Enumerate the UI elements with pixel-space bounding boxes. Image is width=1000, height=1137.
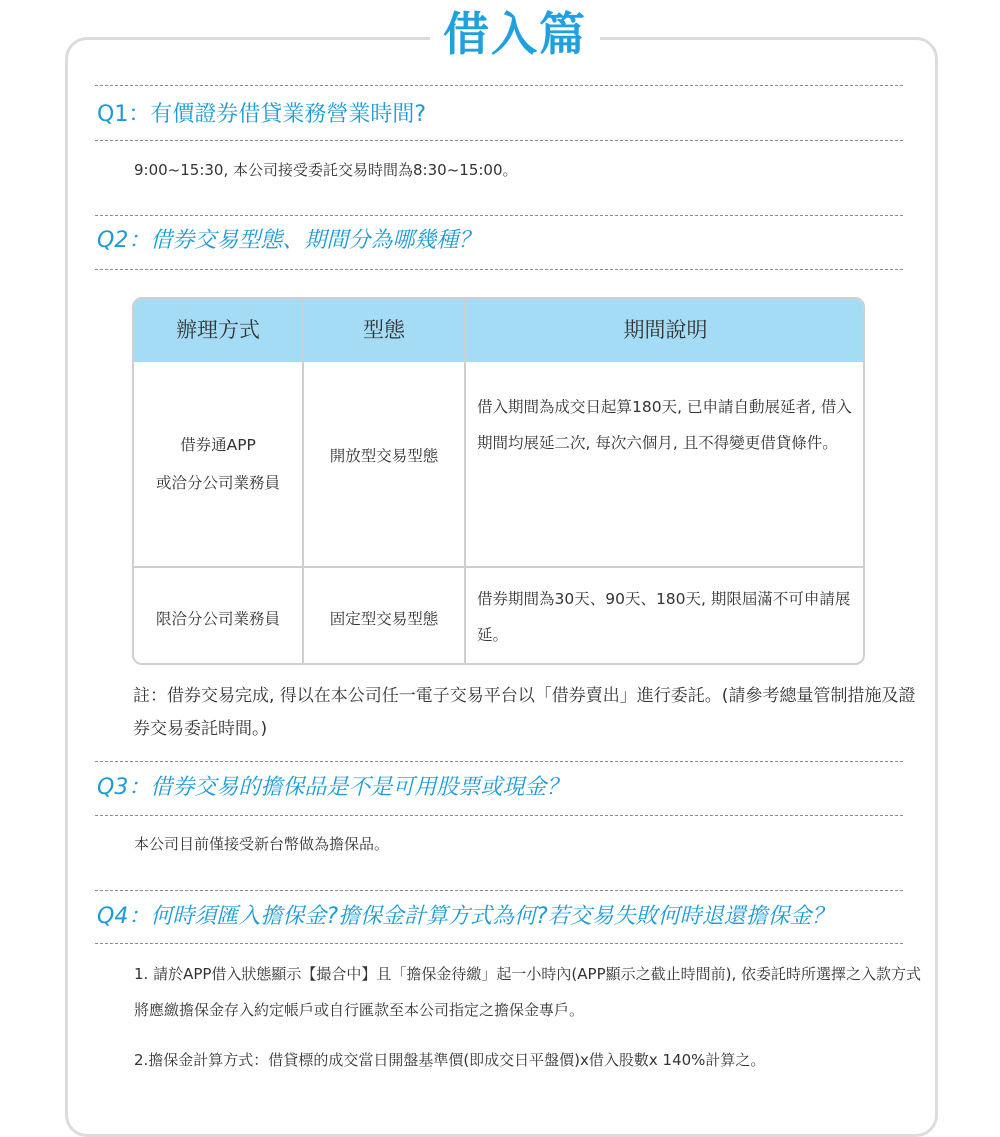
divider: [95, 269, 903, 270]
header-period: 期間說明: [623, 318, 708, 342]
method-line: 借券通APP: [180, 436, 256, 454]
question-3: Q3：借券交易的擔保品是不是可用股票或現金？: [97, 775, 569, 800]
divider: [95, 761, 903, 762]
divider: [95, 215, 903, 216]
table-cell-type: 固定型交易型態: [329, 609, 439, 628]
question-4: Q4：何時須匯入擔保金?擔保金計算方式為何?若交易失敗何時退還擔保金？: [97, 904, 834, 929]
divider: [95, 140, 903, 141]
table-cell-period: 借券期間為30天、90天、180天, 期限屆滿不可申請展延。: [477, 590, 851, 644]
divider: [95, 890, 903, 891]
answer-4-item: 2.擔保金計算方式：借貸標的成交當日開盤基準價(即成交日平盤價)x借入股數x 140%計算之。: [134, 1051, 766, 1069]
header-method: 辦理方式: [176, 318, 260, 342]
section-title: 借入篇: [430, 4, 600, 64]
table-cell-method: [134, 362, 302, 566]
answer-4-item: 1. 請於APP借入狀態顯示【撮合中】且「擔保金待繳」起一小時內(APP顯示之截止時間前), 依委託時所選擇之入款方式將應繳擔保金存入約定帳戶或自行匯款至本公司指定之擔保金專戶。: [134, 965, 922, 1019]
divider: [95, 815, 903, 816]
question-2: Q2：借券交易型態、期間分為哪幾種？: [97, 228, 481, 253]
divider: [95, 943, 903, 944]
note-text: 註：借券交易完成, 得以在本公司任一電子交易平台以「借券賣出」進行委託。(請參考總量管制措施及證券交易委託時間。): [133, 686, 916, 739]
question-1: Q1：有價證券借貸業務營業時間?: [97, 102, 426, 127]
loan-type-table: [132, 297, 865, 665]
answer-1: 9:00~15:30, 本公司接受委託交易時間為8:30~15:00。: [134, 161, 518, 179]
table-cell-period: 借入期間為成交日起算180天, 已申請自動展延者, 借入期間均展延二次, 每次六個月, 且不得變更借貸條件。: [477, 398, 852, 452]
answer-3: 本公司目前僅接受新台幣做為擔保品。: [134, 835, 390, 853]
table-cell-type: 開放型交易型態: [329, 446, 439, 465]
method-line: 或洽分公司業務員: [155, 474, 280, 492]
table-cell-method: 限洽分公司業務員: [155, 609, 280, 628]
header-type: 型態: [363, 318, 405, 342]
divider: [95, 85, 903, 86]
